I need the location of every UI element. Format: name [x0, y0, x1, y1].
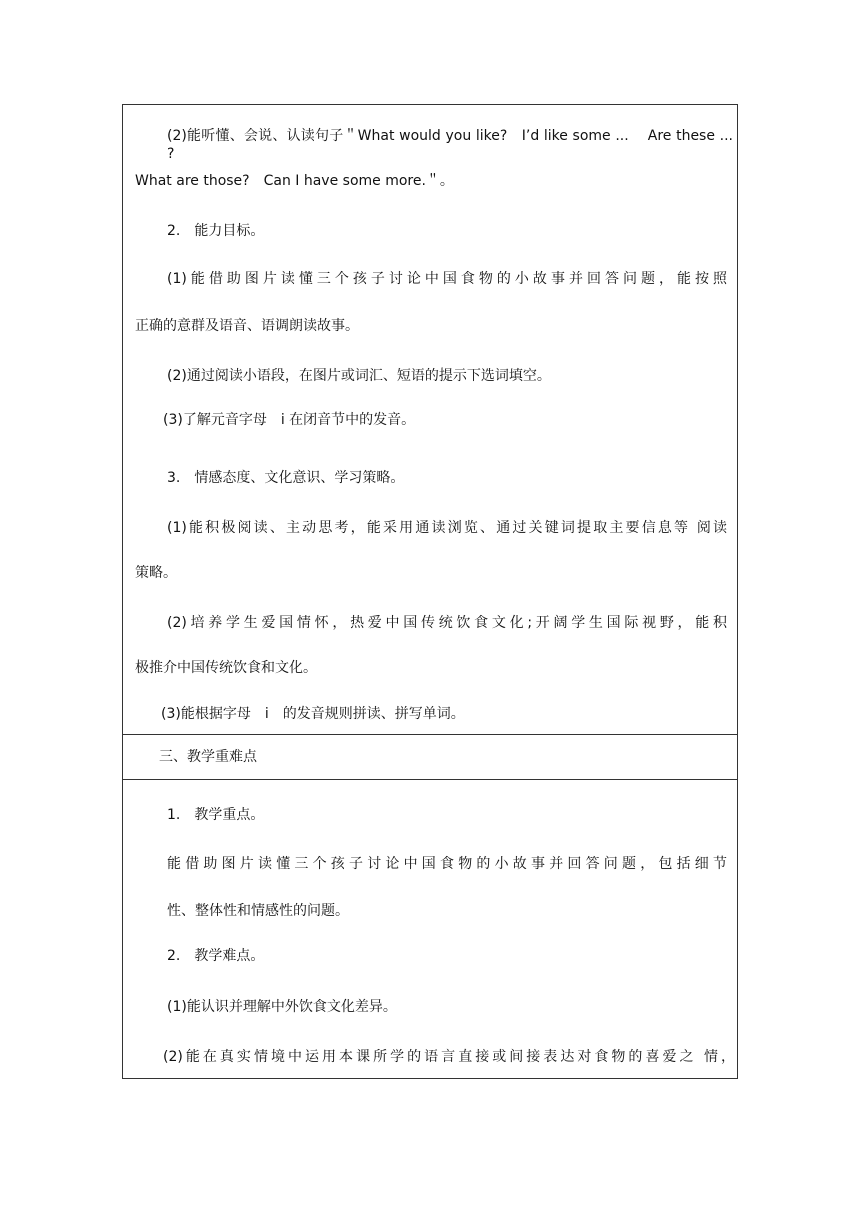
difficult-points-heading: 2. 教学难点。: [167, 948, 265, 964]
ability-goal-1-line-2: 正确的意群及语音、语调朗读故事。: [135, 318, 359, 334]
sentence-objective-line-1: (2)能听懂、会说、认读句子＂What would you like? I’d like some ... Are these ... ?: [167, 128, 733, 162]
emotion-goal-3: (3)能根据字母 i 的发音规则拼读、拼写单词。: [161, 706, 465, 722]
ability-goals-heading: 2. 能力目标。: [167, 223, 265, 239]
table-row-divider: [123, 779, 737, 780]
emotion-goal-2-line-1: (2)培养学生爱国情怀，热爱中国传统饮食文化;开阔学生国际视野，能积: [167, 615, 727, 631]
key-points-heading: 1. 教学重点。: [167, 807, 265, 823]
emotion-goals-heading: 3. 情感态度、文化意识、学习策略。: [167, 470, 405, 486]
table-row-divider: [123, 734, 737, 735]
lesson-plan-table: [122, 104, 738, 1079]
key-points-line-2: 性、整体性和情感性的问题。: [167, 903, 349, 919]
key-points-line-1: 能借助图片读懂三个孩子讨论中国食物的小故事并回答问题，包括细节: [167, 856, 727, 872]
ability-goal-2: (2)通过阅读小语段，在图片或词汇、短语的提示下选词填空。: [167, 368, 551, 384]
ability-goal-1-line-1: (1)能借助图片读懂三个孩子讨论中国食物的小故事并回答问题，能按照: [167, 271, 727, 287]
difficult-point-2: (2)能在真实情境中运用本课所学的语言直接或间接表达对食物的喜爱之 情，: [163, 1049, 735, 1065]
emotion-goal-1-line-1: (1)能积极阅读、主动思考，能采用通读浏览、通过关键词提取主要信息等 阅读: [167, 520, 727, 536]
difficult-point-1: (1)能认识并理解中外饮食文化差异。: [167, 999, 397, 1015]
ability-goal-3: (3)了解元音字母 i 在闭音节中的发音。: [163, 412, 416, 428]
emotion-goal-2-line-2: 极推介中国传统饮食和文化。: [135, 660, 317, 676]
sentence-objective-line-2: What are those? Can I have some more.＂。: [135, 173, 454, 189]
section-3-heading: 三、教学重难点: [159, 749, 257, 765]
emotion-goal-1-line-2: 策略。: [135, 565, 177, 581]
